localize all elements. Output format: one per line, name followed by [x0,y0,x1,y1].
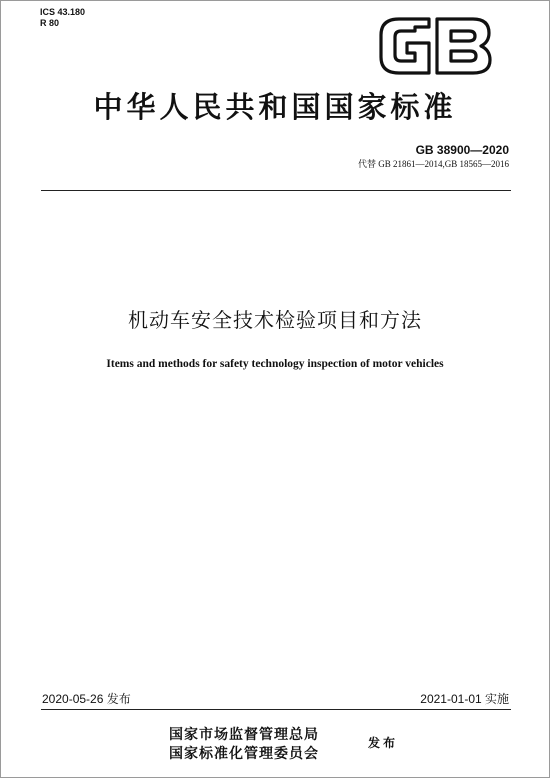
document-title-english: Items and methods for safety technology inspection of motor vehicles [106,358,444,370]
ics-code: ICS 43.180 [40,7,86,17]
replaces-note: 代替 GB 21861—2014,GB 18565—2016 [357,159,509,169]
top-divider [41,190,511,191]
issue-date: 2020-05-26 发布 [42,692,131,706]
issuer-sac: 国家标准化管理委员会 [169,746,319,762]
classification-codes [40,7,85,29]
issuing-authorities [169,726,319,764]
standard-number: GB 38900—2020 [415,143,509,157]
document-title-chinese: 机动车安全技术检验项目和方法 [128,308,422,332]
publish-label: 发布 [368,736,399,750]
gb-emblem-icon [377,15,493,77]
bottom-divider [41,709,511,710]
national-standard-heading: 中华人民共和国国家标准 [93,90,457,124]
implementation-date: 2021-01-01 实施 [420,692,509,706]
ccs-code: R 80 [40,18,60,28]
issuer-samr: 国家市场监督管理总局 [169,727,319,743]
